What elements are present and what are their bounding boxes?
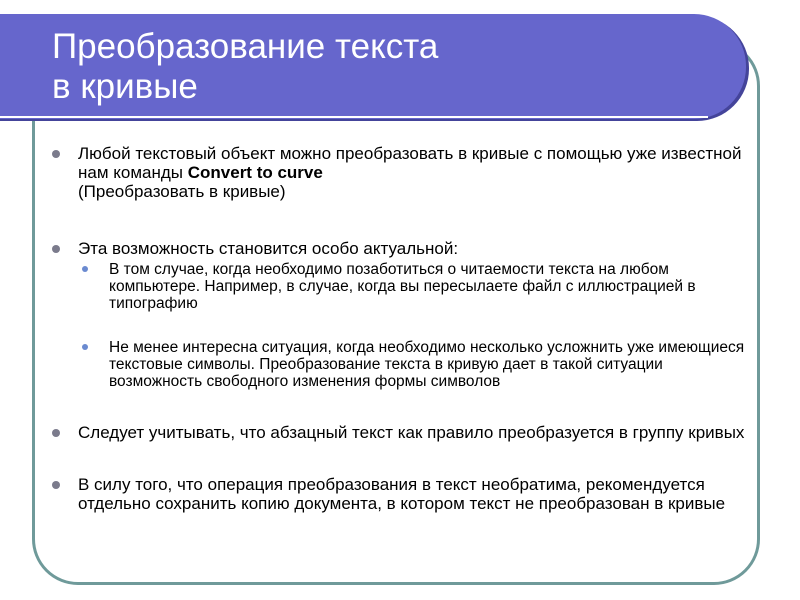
bullet-icon [52,481,60,489]
sub-bullet-icon [82,344,88,350]
bullet-irreversible [52,475,752,513]
slide-title [52,27,438,107]
bullet-icon [52,245,60,253]
sub-bullet-readability [52,261,752,312]
bullet-convert-command [52,144,752,201]
slide-title-line-1: Преобразование текста [52,27,439,66]
bullet-icon [52,150,60,158]
bullet-relevance-text: Эта возможность становится особо актуальной: [78,239,459,258]
bullet-paragraph-text-content: Следует учитывать, что абзацный текст как правило преобразуется в группу кривых [78,423,745,442]
bullet-convert-text: Любой текстовый объект можно преобразовать в кривые с помощью уже известной нам команды [78,144,742,182]
bullet-paragraph-text [52,423,752,442]
bullet-relevance [52,239,752,258]
slide-title-line-2: в кривые [52,67,198,106]
sub-bullet-readability-text: В том случае, когда необходимо позаботиться о читаемости текста на любом компьютере. Например, в случае, когда вы пересылаете файл с иллюстрацией в типографию [109,261,696,312]
convert-command-translation: (Преобразовать в кривые) [78,182,286,201]
slide-content [52,144,752,513]
bullet-icon [52,429,60,437]
sub-bullet-icon [82,266,88,272]
bullet-irreversible-text: В силу того, что операция преобразования в текст необратима, рекомендуется отдельно сохранить копию документа, в котором текст не преобразован в кривые [78,475,726,513]
sub-bullet-modification [52,339,752,390]
title-underline [0,116,708,118]
sub-bullet-modification-text: Не менее интересна ситуация, когда необходимо несколько усложнить уже имеющиеся текстовые символы. Преобразование текста в кривую дает в такой ситуации возможность свободного изменения формы символов [109,339,745,390]
convert-command-label: Convert to curve [187,163,323,182]
